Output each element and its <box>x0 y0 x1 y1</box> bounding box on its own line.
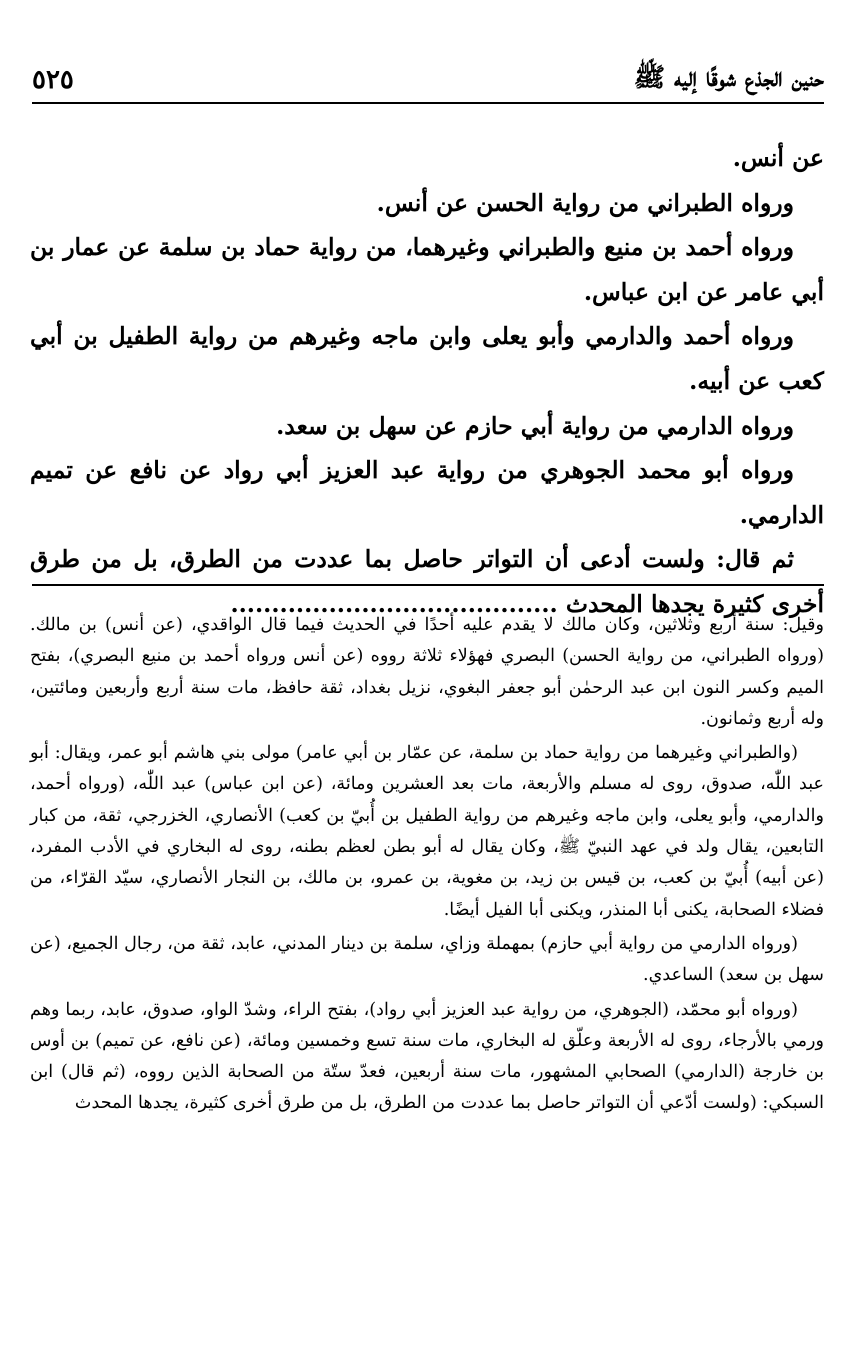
note-paragraph: (ورواه أبو محمّد، (الجوهري، من رواية عبد العزيز أبي رواد)، بفتح الراء، وشدّ الواو، صدوق، عابد، ربما وهم ورمي بالأرجاء، روى له الأربعة وعلّق له البخاري، مات سنة تسع وخمسين ومائة، (عن نافع، عن تميم) بن أوس بن خارجة (الدارمي) الصحابي المشهور، مات سنة أربعين، فعدّ ستّة من الصحابة الذين رووه، (ثم قال) ابن السبكي: (ولست أدّعي أن التواتر حاصل بما عددت من الطرق، بل من طرق أخرى كثيرة، يجدها المحدث <box>30 999 824 1114</box>
main-paragraph: ورواه الدارمي من رواية أبي حازم عن سهل بن سعد. <box>276 411 794 440</box>
running-title: حنين الجذع شوقًا إليه ﷺ <box>633 63 824 93</box>
main-paragraph: ورواه أبو محمد الجوهري من رواية عبد العزيز أبي رواد عن نافع عن تميم الدارمي. <box>30 456 824 529</box>
note-paragraph: (ورواه الدارمي من رواية أبي حازم) بمهملة وزاي، سلمة بن دينار المدني، عابد، ثقة من، رجال الجميع، (عن سهل بن سعد) الساعدي. <box>30 933 824 986</box>
main-paragraph: ورواه الطبراني من رواية الحسن عن أنس. <box>376 188 794 217</box>
main-paragraph: ثم قال: ولست أدعى أن التواتر حاصل بما عددت من الطرق، بل من طرق أخرى كثيرة يجدها المحدث ........................................ <box>30 545 824 618</box>
note-paragraph: (والطبراني وغيرهما من رواية حماد بن سلمة، عن عمّار بن أبي عامر) مولى بني هاشم أبو عمر، ويقال: أبو عبد اللّٰه، صدوق، روى له مسلم والأربعة، مات بعد العشرين ومائة، (عن ابن عباس) عبد اللّٰه، (ورواه أحمد، والدارمي، وأبو يعلى، وابن ماجه وغيرهم من رواية الطفيل بن أُبيّ بن كعب) الأنصاري، الخزرجي، ثقة، من كبار التابعين، يقال ولد في عهد النبيّ ﷺ، وكان يقال له أبو بطن لعظم بطنه، روى له البخاري في الأدب المفرد، (عن أبيه) أُبيّ بن كعب، بن قيس بن زيد، بن مغوية، بن عمرو، بن مالك، بن النجار الأنصاري، سيّد القرّاء، من فضلاء الصحابة، يكنى أبا المنذر، ويكنى أبا الفيل أيضًا. <box>30 743 824 920</box>
page-header <box>32 58 824 104</box>
main-paragraph: ورواه أحمد والدارمي وأبو يعلى وابن ماجه وغيرهم من رواية الطفيل بن أبي كعب عن أبيه. <box>30 322 824 395</box>
footnote-divider <box>32 584 824 586</box>
main-paragraph: ورواه أحمد بن منيع والطبراني وغيرهما، من رواية حماد بن سلمة عن عمار بن أبي عامر عن ابن عباس. <box>30 233 824 306</box>
note-paragraph: وقيل: سنة أربع وثلاثين، وكان مالك لا يقدم عليه أحدًا في الحديث فيما قال الواقدي، (عن أنس) بن مالك. (ورواه الطبراني، من رواية الحسن) البصري فهؤلاء ثلاثة رووه (عن أنس ورواه أحمد بن منيع البصري)، بفتح الميم وكسر النون ابن عبد الرحمٰن أبو جعفر البغوي، نزيل بغداد، ثقة حافظ، مات سنة أربع وأربعين ومائتين، وله أربع وثمانون. <box>30 615 824 729</box>
main-paragraph: عن أنس. <box>732 144 824 172</box>
main-text <box>30 136 824 627</box>
commentary-notes <box>30 610 824 1123</box>
page-number: ٥٢٥ <box>32 65 74 95</box>
